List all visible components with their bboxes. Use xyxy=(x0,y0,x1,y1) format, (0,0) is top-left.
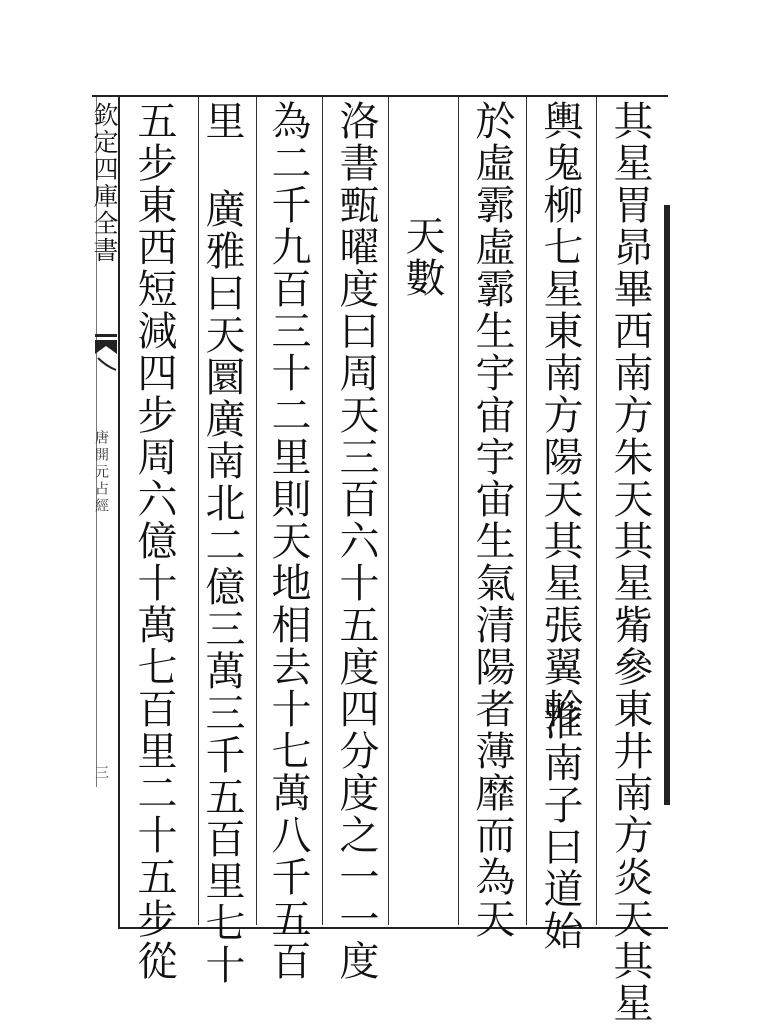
column-divider xyxy=(526,97,527,925)
column-divider xyxy=(458,97,459,925)
column-divider xyxy=(596,97,597,925)
margin-collection-title: 欽定四庫全書 xyxy=(90,102,119,264)
frame-right-border xyxy=(664,205,670,805)
text-column-3: 於虛霩虛霩生宇宙宇宙生氣清陽者薄靡而為天 xyxy=(469,100,515,940)
text-column-7-quote: 廣雅曰天圜廣南北二億三萬三千五百里七十 xyxy=(199,188,245,986)
column-divider xyxy=(322,97,323,925)
column-divider xyxy=(256,97,257,925)
fishtail-mark-icon xyxy=(92,332,120,372)
column-divider xyxy=(388,97,389,925)
margin-page-number: 三 xyxy=(93,765,109,779)
section-heading: 天數 xyxy=(399,215,445,299)
text-column-5: 洛書甄曜度曰周天三百六十五度四分度之一一度 xyxy=(333,100,379,982)
text-column-1: 其星胃昴畢西南方朱天其星觜參東井南方炎天其星 xyxy=(607,100,653,1024)
text-column-6: 為二千九百三十二里則天地相去十七萬八千五百 xyxy=(265,100,311,982)
text-column-2: 輿鬼柳七星東南方陽天其星張翼軫 xyxy=(537,100,583,730)
margin-book-title: 唐開元占經 xyxy=(93,430,109,515)
text-column-7: 里 xyxy=(199,100,245,142)
text-column-2-quote: 淮南子曰道始 xyxy=(537,700,583,952)
text-column-8: 五步東西短減四步周六億十萬七百里二十五步從 xyxy=(131,100,177,982)
